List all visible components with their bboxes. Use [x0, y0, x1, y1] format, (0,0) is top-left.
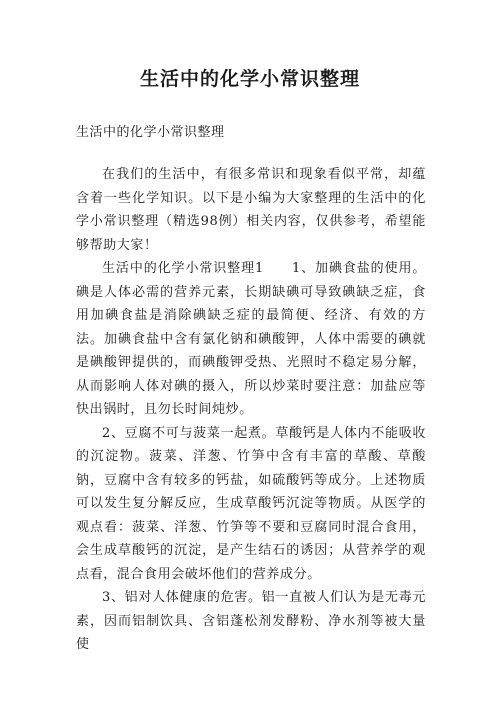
- document-subtitle: 生活中的化学小常识整理: [76, 125, 225, 140]
- document-body: [76, 163, 426, 657]
- paragraph-intro: 在我们的生活中，有很多常识和现象看似平常，却蕴含着一些化学知识。以下是小编为大家整理的生活中的化学小常识整理（精选98例）相关内容，仅供参考，希望能够帮助大家！: [76, 167, 426, 253]
- document-title: 生活中的化学小常识整理: [139, 68, 360, 90]
- paragraph-iodized-salt: 生活中的化学小常识整理1 1、加碘食盐的使用。碘是人体必需的营养元素，长期缺碘可导致碘缺乏症，食用加碘食盐是消除碘缺乏症的最简便、经济、有效的方法。加碘食盐中含有氯化钠和碘酸钾，人体中需要的碘就是碘酸钾提供的，而碘酸钾受热、光照时不稳定易分解，从而影响人体对碘的摄入，所以炒菜时要注意：加盐应等快出锅时，且勿长时间炖炒。: [76, 261, 426, 417]
- paragraph-tofu-spinach: 2、豆腐不可与菠菜一起煮。草酸钙是人体内不能吸收的沉淀物。菠菜、洋葱、竹笋中含有丰富的草酸、草酸钠，豆腐中含有较多的钙盐，如硫酸钙等成分。上述物质可以发生复分解反应，生成草酸钙沉淀等物质。从医学的观点看：菠菜、洋葱、竹笋等不要和豆腐同时混合食用，会生成草酸钙的沉淀，是产生结石的诱因；从营养学的观点看，混合食用会破坏他们的营养成分。: [76, 425, 426, 582]
- paragraph-aluminum: 3、铝对人体健康的危害。铝一直被人们认为是无毒元素，因而铝制饮具、含铝蓬松剂发酵粉、净水剂等被大量使: [76, 590, 426, 652]
